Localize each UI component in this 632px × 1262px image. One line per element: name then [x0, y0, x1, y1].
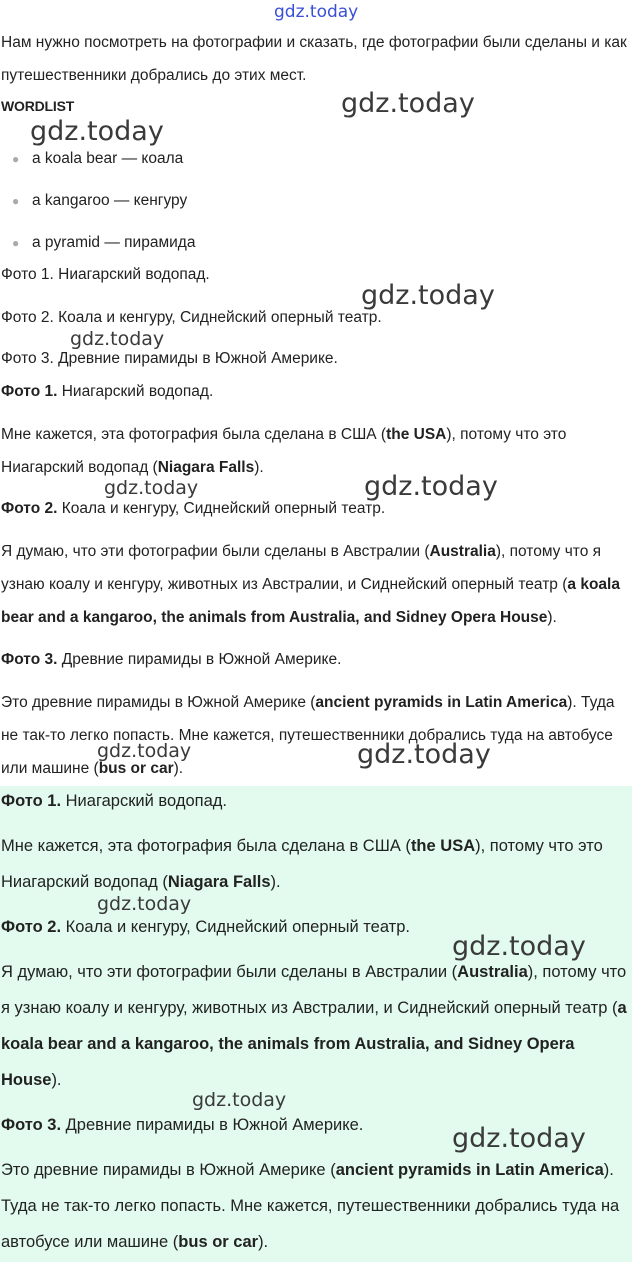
photo3-answer: Это древние пирамиды в Южной Америке (ancient pyramids in Latin America). Туда не так-то легко попасть. Мне кажется, путешественники добрались туда на автобусе или машине (bus or car).	[1, 1161, 620, 1251]
watermark: gdz.today	[364, 471, 498, 502]
word-item: a kangaroo — кенгуру	[32, 192, 188, 209]
watermark: gdz.today	[452, 1123, 586, 1154]
photo1-answer: Мне кажется, эта фотография была сделана в США (the USA), потому что это Ниагарский водопад (Niagara Falls).	[1, 837, 603, 891]
photo2-answer: Я думаю, что эти фотографии были сделаны в Австралии (Australia), потому что я узнаю коалу и кенгуру, животных из Австралии, и Сиднейский оперный театр (a koala bear and a kangaroo, the animals from Australia, and Sidney Opera House).	[1, 543, 620, 626]
photo3-label: Фото 3.	[1, 651, 58, 668]
photo1-answer: Мне кажется, эта фотография была сделана в США (the USA), потому что это Ниагарский водопад (Niagara Falls).	[1, 426, 567, 476]
photo3-heading	[1, 651, 341, 669]
answer-highlight-block	[0, 786, 632, 1262]
watermark-top: gdz.today	[274, 2, 359, 22]
watermark: gdz.today	[70, 328, 165, 350]
watermark: gdz.today	[97, 740, 192, 762]
photo3-answer: Это древние пирамиды в Южной Америке (ancient pyramids in Latin America). Туда не так-то легко попасть. Мне кажется, путешественники добрались туда на автобусе или машине (bus or car).	[1, 694, 615, 777]
wordlist	[12, 140, 195, 266]
photo1-heading: Фото 1. Ниагарский водопад.	[1, 792, 227, 810]
watermark: gdz.today	[341, 88, 475, 119]
bullet-icon: ●	[12, 152, 20, 166]
photo2-label: Фото 2.	[1, 500, 58, 517]
photo-list-item: Фото 1. Ниагарский водопад.	[1, 266, 210, 283]
watermark: gdz.today	[361, 280, 495, 311]
bullet-icon: ●	[12, 236, 20, 250]
photo3-title: Древние пирамиды в Южной Америке.	[57, 651, 342, 668]
watermark: gdz.today	[104, 477, 199, 499]
photo-list-item: Фото 2. Коала и кенгуру, Сиднейский оперный театр.	[1, 309, 382, 326]
watermark: gdz.today	[192, 1089, 287, 1111]
watermark: gdz.today	[30, 116, 164, 147]
photo2-heading: Фото 2. Коала и кенгуру, Сиднейский оперный театр.	[1, 918, 410, 936]
wordlist-heading: WORDLIST	[1, 98, 75, 114]
photo2-answer: Я думаю, что эти фотографии были сделаны в Австралии (Australia), потому что я узнаю коалу и кенгуру, животных из Австралии, и Сиднейский оперный театр (a koala bear and a kangaroo, the animals from Australia, and Sidney Opera House).	[1, 963, 627, 1089]
list-item	[12, 224, 195, 266]
intro-text: Нам нужно посмотреть на фотографии и сказать, где фотографии были сделаны и как путешественники добрались до этих мест.	[1, 34, 627, 84]
bullet-icon: ●	[12, 194, 20, 208]
watermark: gdz.today	[357, 739, 491, 770]
photo3-heading: Фото 3. Древние пирамиды в Южной Америке.	[1, 1116, 364, 1134]
photo1-heading	[1, 383, 213, 401]
photo1-title: Ниагарский водопад.	[57, 383, 214, 400]
list-item	[12, 182, 195, 224]
watermark: gdz.today	[97, 893, 192, 915]
photo2-heading	[1, 500, 385, 518]
word-item: a pyramid — пирамида	[32, 234, 196, 251]
photo2-title: Коала и кенгуру, Сиднейский оперный театр.	[57, 500, 386, 517]
word-item: a koala bear — коала	[32, 150, 184, 167]
photo1-label: Фото 1.	[1, 383, 58, 400]
watermark: gdz.today	[452, 931, 586, 962]
photo-list-item: Фото 3. Древние пирамиды в Южной Америке.	[1, 350, 338, 367]
